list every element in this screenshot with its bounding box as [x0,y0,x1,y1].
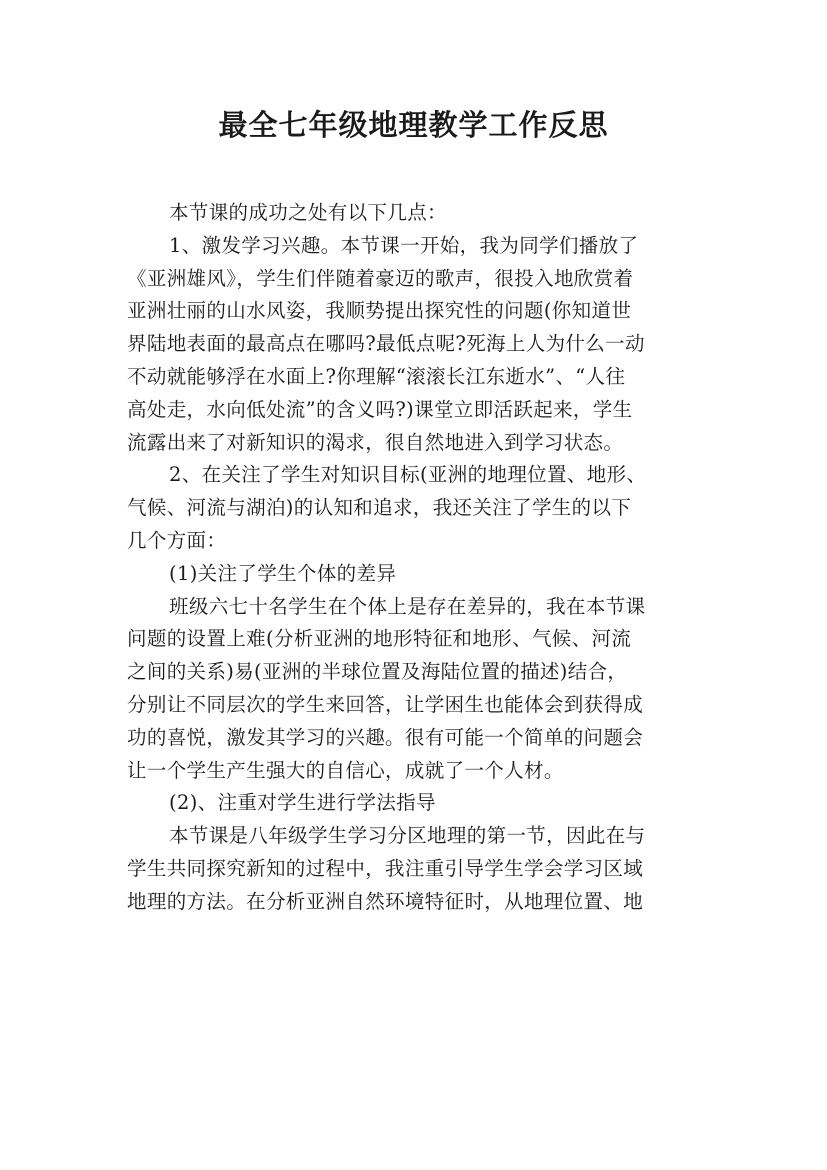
text-line: 分别让不同层次的学生来回答，让学困生也能体会到获得成 [127,692,644,716]
text-line: 本节课的成功之处有以下几点： [169,201,447,224]
text-line: 不动就能够浮在水面上?你理解“滚滚长江东逝水”、“人往 [127,364,626,388]
text-line: 学生共同探究新知的过程中，我注重引导学生学会学习区域 [127,856,644,880]
text-line: 亚洲壮丽的山水风姿，我顺势提出探究性的问题(你知道世 [127,299,632,323]
text-line: 1、激发学习兴趣。本节课一开始，我为同学们播放了 [169,233,639,257]
text-line: 地理的方法。在分析亚洲自然环境特征时，从地理位置、地 [127,889,644,913]
text-line: 本节课是八年级学生学习分区地理的第一节，因此在与 [169,824,646,848]
document-title: 最全七年级地理教学工作反思 [218,108,609,142]
text-line: 《亚洲雄风》，学生们伴随着豪迈的歌声，很投入地欣赏着 [127,266,634,290]
text-line: 高处走，水向低处流”的含义吗?)课堂立即活跃起来，学生 [127,397,633,421]
text-line: 界陆地表面的最高点在哪吗?最低点呢?死海上人为什么一动 [127,332,645,356]
text-line: 2、在关注了学生对知识目标(亚洲的地理位置、地形、 [169,463,647,487]
document-body [127,197,703,919]
text-line: 功的喜悦，激发其学习的兴趣。很有可能一个简单的问题会 [127,725,644,749]
text-line: 班级六七十名学生在个体上是存在差异的，我在本节课 [169,594,646,618]
text-line: (1)关注了学生个体的差异 [169,561,397,585]
text-line: 让一个学生产生强大的自信心，成就了一个人材。 [127,758,564,782]
text-line: 气候、河流与湖泊)的认知和追求，我还关注了学生的以下 [127,496,632,520]
text-line: 几个方面： [127,528,227,552]
text-line: 之间的关系)易(亚洲的半球位置及海陆位置的描述)结合， [127,660,628,684]
text-line: 流露出来了对新知识的渴求，很自然地进入到学习状态。 [127,430,624,454]
text-line: (2)、注重对学生进行学法指导 [169,791,436,815]
text-line: 问题的设置上难(分析亚洲的地形特征和地形、气候、河流 [127,627,632,651]
